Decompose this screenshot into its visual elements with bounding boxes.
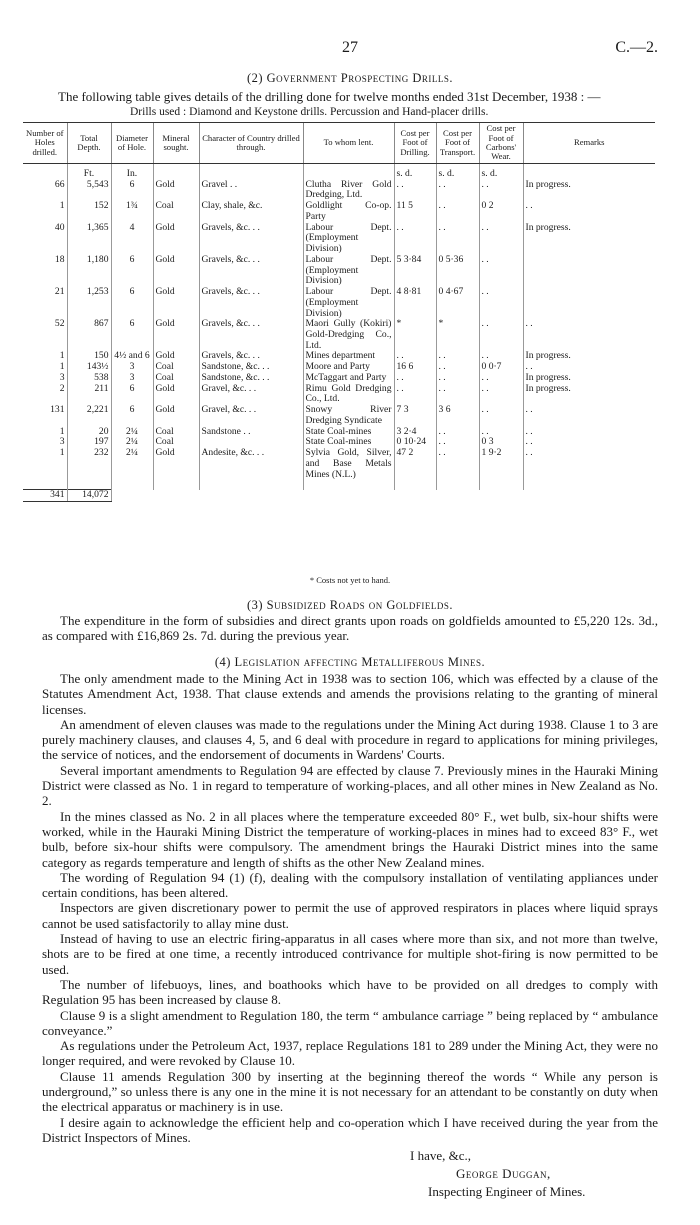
cell-carbons: 0 2 bbox=[479, 201, 523, 222]
cell-mineral: Gold bbox=[153, 351, 199, 362]
cell-country: Gravels, &c. . . bbox=[199, 319, 303, 351]
cell-mineral: Coal bbox=[153, 201, 199, 222]
cell-remarks bbox=[523, 255, 655, 287]
units-cell: s. d. bbox=[394, 164, 436, 180]
cell-transport: * bbox=[436, 319, 479, 351]
cell-country: Gravel, &c. . . bbox=[199, 405, 303, 426]
cell-mineral: Gold bbox=[153, 223, 199, 255]
cell-drilling: 4 8·81 bbox=[394, 287, 436, 319]
cell-carbons: . . bbox=[479, 319, 523, 351]
cell-drilling: . . bbox=[394, 351, 436, 362]
column-header: Mineral sought. bbox=[153, 123, 199, 164]
cell-lent: Sylvia Gold, Silver, and Base Metals Mines (N.L.) bbox=[303, 448, 394, 480]
cell-carbons: . . bbox=[479, 351, 523, 362]
section-4-heading: (4) Legislation affecting Metalliferous Mines. bbox=[214, 655, 486, 669]
cell-remarks: . . bbox=[523, 437, 655, 448]
paragraph: The only amendment made to the Mining Act in 1938 was to section 106, which was effected by a clause of the Statutes Amendment Act, 1938. That clause extends and amends the provisions relating to the granting of mineral licenses. bbox=[42, 671, 658, 717]
cell-holes: 2 bbox=[59, 382, 65, 394]
cell-depth: 1,253 bbox=[67, 287, 111, 319]
cell-lent: Mines department bbox=[303, 351, 394, 362]
column-header: Diameter of Hole. bbox=[111, 123, 153, 164]
cell-mineral: Gold bbox=[153, 405, 199, 426]
cell-country: Gravels, &c. . . bbox=[199, 255, 303, 287]
cell-carbons: 0 3 bbox=[479, 437, 523, 448]
section-3-paragraph: The expenditure in the form of subsidies and direct grants upon roads on goldfields amounted to £5,220 12s. 3d., as compared with £16,869 2s. 7d. during the previous year. bbox=[42, 613, 658, 643]
column-header: Cost per Foot of Carbons' Wear. bbox=[479, 123, 523, 164]
cell-carbons: . . bbox=[479, 405, 523, 426]
cell-carbons: . . bbox=[479, 427, 523, 438]
paragraph: As regulations under the Petroleum Act, 1937, replace Regulations 181 to 289 under the Mining Act, they were no longer required, and were revoked by Clause 10. bbox=[42, 1038, 658, 1069]
column-header: Cost per Foot of Drilling. bbox=[394, 123, 436, 164]
cell-depth: 197 bbox=[67, 437, 111, 448]
cell-drilling: 5 3·84 bbox=[394, 255, 436, 287]
signature-title: Inspecting Engineer of Mines. bbox=[428, 1184, 586, 1199]
table-row bbox=[23, 223, 655, 255]
column-header: Number of Holes drilled. bbox=[23, 123, 67, 164]
cell-diameter: 3 bbox=[111, 373, 153, 384]
column-header: Character of Country drilled through. bbox=[199, 123, 303, 164]
paragraph: Clause 11 amends Regulation 300 by inserting at the beginning thereof the words “ While any person is underground,” so unless there is any one in the mine it is not necessary for an attendant to be constantly on duty when the electrical apparatus or machinery is in use. bbox=[42, 1068, 658, 1115]
cell-carbons: . . bbox=[479, 223, 523, 255]
cell-depth: 1,180 bbox=[67, 255, 111, 287]
cell-depth: 2,221 bbox=[67, 405, 111, 426]
cell-transport: . . bbox=[436, 427, 479, 438]
cell-depth: 232 bbox=[67, 448, 111, 480]
cell-transport: . . bbox=[436, 373, 479, 384]
cell-diameter: 1¾ bbox=[111, 201, 153, 222]
cell-diameter: 6 bbox=[111, 287, 153, 319]
cell-carbons: . . bbox=[479, 384, 523, 405]
cell-lent: McTaggart and Party bbox=[303, 373, 394, 384]
cell-remarks: In progress. bbox=[523, 351, 655, 362]
cell-country: Gravels, &c. . . bbox=[199, 287, 303, 319]
paragraph: Instead of having to use an electric firing-apparatus in all cases where more than six, and not more than twelve, shots are to be fired at one time, a recently introduced contrivance for multiple shot-firing is now permitted to be used. bbox=[42, 931, 658, 977]
units-cell: In. bbox=[111, 164, 153, 180]
cell-country: Gravel, &c. . . bbox=[199, 384, 303, 405]
cell-holes: 1 bbox=[59, 447, 65, 459]
paragraph: Clause 9 is a slight amendment to Regulation 180, the term “ ambulance carriage ” being replaced by “ ambulance conveyance.” bbox=[42, 1007, 658, 1038]
cell-mineral: Coal bbox=[153, 362, 199, 373]
cell-diameter: 2¼ bbox=[111, 448, 153, 480]
cell-diameter: 2¼ bbox=[111, 427, 153, 438]
cell-remarks: . . bbox=[523, 201, 655, 222]
table-row bbox=[23, 405, 655, 426]
section-3-heading: (3) Subsidized Roads on Goldfields. bbox=[246, 598, 453, 612]
section-4-body bbox=[42, 671, 658, 1145]
cell-country: Gravel . . bbox=[199, 180, 303, 201]
cell-drilling: 3 2·4 bbox=[394, 427, 436, 438]
cell-transport: . . bbox=[436, 180, 479, 201]
cell-country: Gravels, &c. . . bbox=[199, 351, 303, 362]
cell-drilling: . . bbox=[394, 180, 436, 201]
column-header: Cost per Foot of Transport. bbox=[436, 123, 479, 164]
cell-holes: 40 bbox=[54, 221, 65, 233]
cell-transport: . . bbox=[436, 201, 479, 222]
cell-remarks: In progress. bbox=[523, 180, 655, 201]
cell-remarks: . . bbox=[523, 448, 655, 480]
table-row bbox=[23, 180, 655, 201]
paragraph: The number of lifebuoys, lines, and boathooks which have to be provided on all dredges to comply with Regulation 95 has been increased by clause 8. bbox=[42, 976, 658, 1008]
paragraph: Several important amendments to Regulation 94 are effected by clause 7. Previously mines in the Hauraki Mining District were classed as No. 1 in regard to temperature of working-places, and all other mines in New Zealand as No. 2. bbox=[42, 762, 658, 809]
cell-diameter: 4 bbox=[111, 223, 153, 255]
cell-drilling: . . bbox=[394, 373, 436, 384]
units-cell: s. d. bbox=[479, 164, 523, 180]
cell-diameter: 2¼ bbox=[111, 437, 153, 448]
cell-holes: 131 bbox=[50, 404, 65, 416]
cell-country: Sandstone, &c. . . bbox=[199, 373, 303, 384]
units-cell: Ft. bbox=[67, 164, 111, 180]
cell-diameter: 6 bbox=[111, 319, 153, 351]
cell-lent: Maori Gully (Kokiri) Gold-Dredging Co., Ltd. bbox=[303, 319, 394, 351]
total-depth: 14,072 bbox=[67, 490, 111, 502]
cell-transport: . . bbox=[436, 362, 479, 373]
cell-lent: Rimu Gold Dredging Co., Ltd. bbox=[303, 384, 394, 405]
cell-remarks bbox=[523, 287, 655, 319]
cell-depth: 150 bbox=[67, 351, 111, 362]
cell-drilling: * bbox=[394, 319, 436, 351]
signature-closing: I have, &c., bbox=[410, 1148, 472, 1163]
units-row bbox=[23, 164, 655, 180]
cell-drilling: 7 3 bbox=[394, 405, 436, 426]
cell-mineral: Gold bbox=[153, 180, 199, 201]
totals-row bbox=[23, 490, 655, 502]
column-header: To whom lent. bbox=[303, 123, 394, 164]
cell-holes: 1 bbox=[59, 361, 65, 373]
table-row bbox=[23, 287, 655, 319]
cell-mineral: Gold bbox=[153, 287, 199, 319]
cell-holes: 1 bbox=[59, 425, 65, 437]
cell-depth: 211 bbox=[67, 384, 111, 405]
cell-diameter: 6 bbox=[111, 384, 153, 405]
cell-depth: 538 bbox=[67, 373, 111, 384]
cell-transport: . . bbox=[436, 384, 479, 405]
paragraph: The wording of Regulation 94 (1) (f), dealing with the compulsory installation of ventilating appliances under certain conditions, has been altered. bbox=[42, 869, 658, 901]
cell-country: Sandstone, &c. . . bbox=[199, 362, 303, 373]
cell-carbons: 1 9·2 bbox=[479, 448, 523, 480]
document-reference: C.—2. bbox=[615, 39, 658, 56]
cell-holes: 3 bbox=[59, 436, 65, 448]
cell-mineral: Coal bbox=[153, 437, 199, 448]
cell-country: Gravels, &c. . . bbox=[199, 223, 303, 255]
cell-holes: 3 bbox=[59, 371, 65, 383]
cell-depth: 867 bbox=[67, 319, 111, 351]
signature-name: George Duggan, bbox=[456, 1166, 551, 1181]
cell-lent: Moore and Party bbox=[303, 362, 394, 373]
cell-remarks: In progress. bbox=[523, 384, 655, 405]
cell-depth: 1,365 bbox=[67, 223, 111, 255]
cell-lent: Snowy River Dredging Syndicate bbox=[303, 405, 394, 426]
cell-mineral: Gold bbox=[153, 448, 199, 480]
table-row bbox=[23, 255, 655, 287]
cell-transport: . . bbox=[436, 223, 479, 255]
cell-diameter: 4½ and 6 bbox=[111, 351, 153, 362]
cell-lent: State Coal-mines bbox=[303, 427, 394, 438]
cell-transport: . . bbox=[436, 351, 479, 362]
total-holes: 341 bbox=[23, 490, 67, 502]
cell-carbons: . . bbox=[479, 373, 523, 384]
table-footnote: * Costs not yet to hand. bbox=[309, 575, 391, 585]
cell-holes: 1 bbox=[59, 350, 65, 362]
paragraph: In the mines classed as No. 2 in all places where the temperature exceeded 80° F., wet bulb, six-hour shifts were worked, while in the Hauraki Mining District the temperature of working-places in mines had to exceed 83° F., wet bulb, before six-hour shifts were compulsory. The amendment brings the Hauraki District mines into the same category as regards temperature and length of shifts as the other New Zealand mines. bbox=[42, 808, 658, 870]
cell-holes: 21 bbox=[54, 286, 65, 298]
cell-transport: . . bbox=[436, 437, 479, 448]
cell-lent: Labour Dept. (Employment Division) bbox=[303, 255, 394, 287]
cell-country: Andesite, &c. . . bbox=[199, 448, 303, 480]
table-row bbox=[23, 201, 655, 222]
paragraph: I desire again to acknowledge the efficient help and co-operation which I have received during the year from the District Inspectors of Mines. bbox=[42, 1114, 658, 1145]
units-cell: s. d. bbox=[436, 164, 479, 180]
cell-remarks: . . bbox=[523, 362, 655, 373]
cell-depth: 143½ bbox=[67, 362, 111, 373]
cell-mineral: Gold bbox=[153, 319, 199, 351]
cell-remarks: In progress. bbox=[523, 223, 655, 255]
cell-holes: 1 bbox=[59, 200, 65, 212]
cell-transport: 0 5·36 bbox=[436, 255, 479, 287]
cell-diameter: 3 bbox=[111, 362, 153, 373]
cell-mineral: Coal bbox=[153, 373, 199, 384]
cell-transport: 3 6 bbox=[436, 405, 479, 426]
paragraph: Inspectors are given discretionary power to permit the use of approved respirators in places where liquid sprays cannot be used satisfactorily to allay mine dust. bbox=[42, 900, 658, 931]
cell-drilling: . . bbox=[394, 223, 436, 255]
cell-remarks: . . bbox=[523, 319, 655, 351]
cell-carbons: 0 0·7 bbox=[479, 362, 523, 373]
cell-lent: Labour Dept. (Employment Division) bbox=[303, 223, 394, 255]
page-number: 27 bbox=[342, 39, 358, 56]
table-header-row bbox=[23, 123, 655, 164]
cell-lent: Labour Dept. (Employment Division) bbox=[303, 287, 394, 319]
cell-carbons: . . bbox=[479, 287, 523, 319]
drilling-table bbox=[23, 122, 655, 502]
cell-remarks: . . bbox=[523, 405, 655, 426]
cell-remarks: . . bbox=[523, 427, 655, 438]
section-2-intro: The following table gives details of the drilling done for twelve months ended 31st December, 1938 : — bbox=[58, 89, 601, 104]
cell-carbons: . . bbox=[479, 255, 523, 287]
cell-drilling: 0 10·24 bbox=[394, 437, 436, 448]
column-header: Total Depth. bbox=[67, 123, 111, 164]
cell-mineral: Gold bbox=[153, 255, 199, 287]
cell-lent: State Coal-mines bbox=[303, 437, 394, 448]
cell-country: Sandstone . . bbox=[199, 427, 303, 438]
paragraph: An amendment of eleven clauses was made to the regulations under the Mining Act during 1938. Clause 1 to 3 are purely machinery clauses, and clauses 4, 5, and 6 deal with procedure in regard to applications for mining privileges, the service of notices, and the endorsement of documents in Wardens' Courts. bbox=[42, 716, 658, 763]
cell-drilling: 11 5 bbox=[394, 201, 436, 222]
cell-depth: 20 bbox=[67, 427, 111, 438]
cell-drilling: 47 2 bbox=[394, 448, 436, 480]
cell-depth: 152 bbox=[67, 201, 111, 222]
cell-drilling: . . bbox=[394, 384, 436, 405]
cell-holes: 18 bbox=[54, 253, 65, 265]
cell-drilling: 16 6 bbox=[394, 362, 436, 373]
table-row bbox=[23, 448, 655, 480]
cell-holes: 66 bbox=[54, 178, 65, 190]
cell-lent: Clutha River Gold Dredging, Ltd. bbox=[303, 180, 394, 201]
cell-mineral: Coal bbox=[153, 427, 199, 438]
cell-diameter: 6 bbox=[111, 180, 153, 201]
cell-holes: 52 bbox=[54, 318, 65, 330]
table-row bbox=[23, 384, 655, 405]
cell-depth: 5,543 bbox=[67, 180, 111, 201]
cell-diameter: 6 bbox=[111, 405, 153, 426]
cell-transport: . . bbox=[436, 448, 479, 480]
cell-lent: Goldlight Co-op. Party bbox=[303, 201, 394, 222]
cell-carbons: . . bbox=[479, 180, 523, 201]
cell-transport: 0 4·67 bbox=[436, 287, 479, 319]
cell-remarks: In progress. bbox=[523, 373, 655, 384]
drills-used-line: Drills used : Diamond and Keystone drills. Percussion and Hand-placer drills. bbox=[130, 106, 489, 118]
cell-diameter: 6 bbox=[111, 255, 153, 287]
column-header: Remarks bbox=[523, 123, 655, 164]
section-2-heading: (2) Government Prospecting Drills. bbox=[246, 71, 454, 85]
table-row bbox=[23, 319, 655, 351]
cell-country: Clay, shale, &c. bbox=[199, 201, 303, 222]
cell-mineral: Gold bbox=[153, 384, 199, 405]
